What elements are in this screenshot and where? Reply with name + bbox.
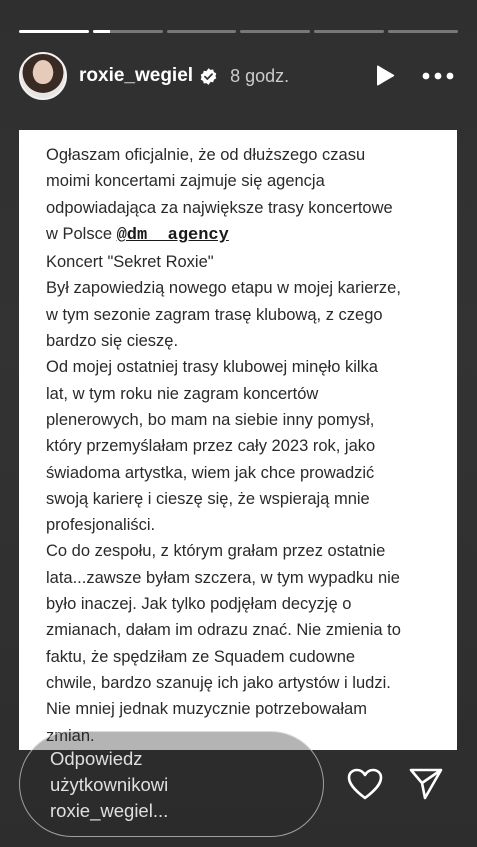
- verified-badge-icon: [199, 67, 218, 86]
- play-icon: [374, 64, 396, 88]
- post-line: Ogłaszam oficjalnie, że od dłuższego czasu: [46, 146, 366, 164]
- username[interactable]: roxie_wegiel: [79, 65, 194, 86]
- heart-icon: [347, 768, 383, 800]
- progress-segment: [314, 30, 384, 33]
- progress-segment: [19, 30, 89, 33]
- post-time: 8 godz.: [230, 65, 290, 86]
- reply-placeholder-line: Odpowiedz: [50, 748, 143, 769]
- story-progress: [19, 30, 458, 33]
- post-text: [46, 142, 441, 749]
- progress-segment: [167, 30, 237, 33]
- reply-input[interactable]: [19, 731, 324, 837]
- send-icon: [408, 767, 444, 801]
- progress-segment: [240, 30, 310, 33]
- post-line: Koncert "Sekret Roxie": [46, 253, 214, 272]
- more-dots-icon: [422, 72, 454, 80]
- post-line: zmianach, dałam im odrazu znać. Nie zmienia to: [46, 621, 401, 640]
- post-line-with-mention: [46, 221, 441, 249]
- post-line: Od mojej ostatniej trasy klubowej minęło kilka: [46, 358, 378, 377]
- post-line: który przemyślałam przez cały 2023 rok, jako: [46, 437, 376, 456]
- post-line: chwile, bardzo szanuję ich jako artystów i ludzi.: [46, 673, 391, 692]
- progress-segment: [388, 30, 458, 33]
- reply-placeholder-line: użytkownikowi: [50, 774, 169, 795]
- reply-placeholder-line: roxie_wegiel...: [50, 800, 169, 821]
- avatar[interactable]: [19, 52, 67, 100]
- post-line: odpowiadająca za największe trasy koncertowe: [46, 198, 393, 217]
- post-line: lat, w tym roku nie zagram koncertów: [46, 384, 319, 403]
- mention-link[interactable]: @dm__agency: [116, 225, 229, 245]
- post-line: Nie mniej jednak muzycznie potrzebowałam: [46, 700, 367, 719]
- story-text-card: [19, 130, 457, 750]
- story-header: [19, 50, 458, 102]
- post-line: w tym sezonie zagram trasę klubową, z czego: [46, 305, 383, 324]
- avatar-face: [33, 60, 53, 84]
- play-button[interactable]: [370, 61, 400, 91]
- like-button[interactable]: [345, 764, 385, 804]
- post-line: plenerowych, bo mam na siebie inny pomysł,: [46, 410, 375, 429]
- post-line-prefix: w Polsce: [46, 224, 117, 243]
- post-line: Co do zespołu, z którym grałam przez ostatnie: [46, 542, 386, 561]
- post-line: lata...zawsze byłam szczera, w tym wypadku nie: [46, 568, 400, 587]
- post-line: świadoma artystka, wiem jak chce prowadzić: [46, 463, 375, 482]
- progress-segment: [93, 30, 163, 33]
- post-line: profesjonaliści.: [46, 516, 156, 535]
- post-line: faktu, że spędziłam ze Squadem cudowne: [46, 647, 356, 666]
- post-line: Był zapowiedzią nowego etapu w mojej karierze,: [46, 279, 401, 298]
- post-line: moimi koncertami zajmuje się agencja: [46, 172, 325, 191]
- post-line: bardzo się cieszę.: [46, 332, 179, 351]
- more-options-button[interactable]: [418, 61, 458, 91]
- share-button[interactable]: [406, 764, 446, 804]
- post-line: zmian.: [46, 726, 95, 745]
- post-line: swoją karierę i cieszę się, że wspierają mnie: [46, 489, 370, 508]
- post-line: było inaczej. Jak tylko podjęłam decyzję o: [46, 595, 352, 614]
- progress-fill: [93, 30, 110, 33]
- progress-fill: [19, 30, 89, 33]
